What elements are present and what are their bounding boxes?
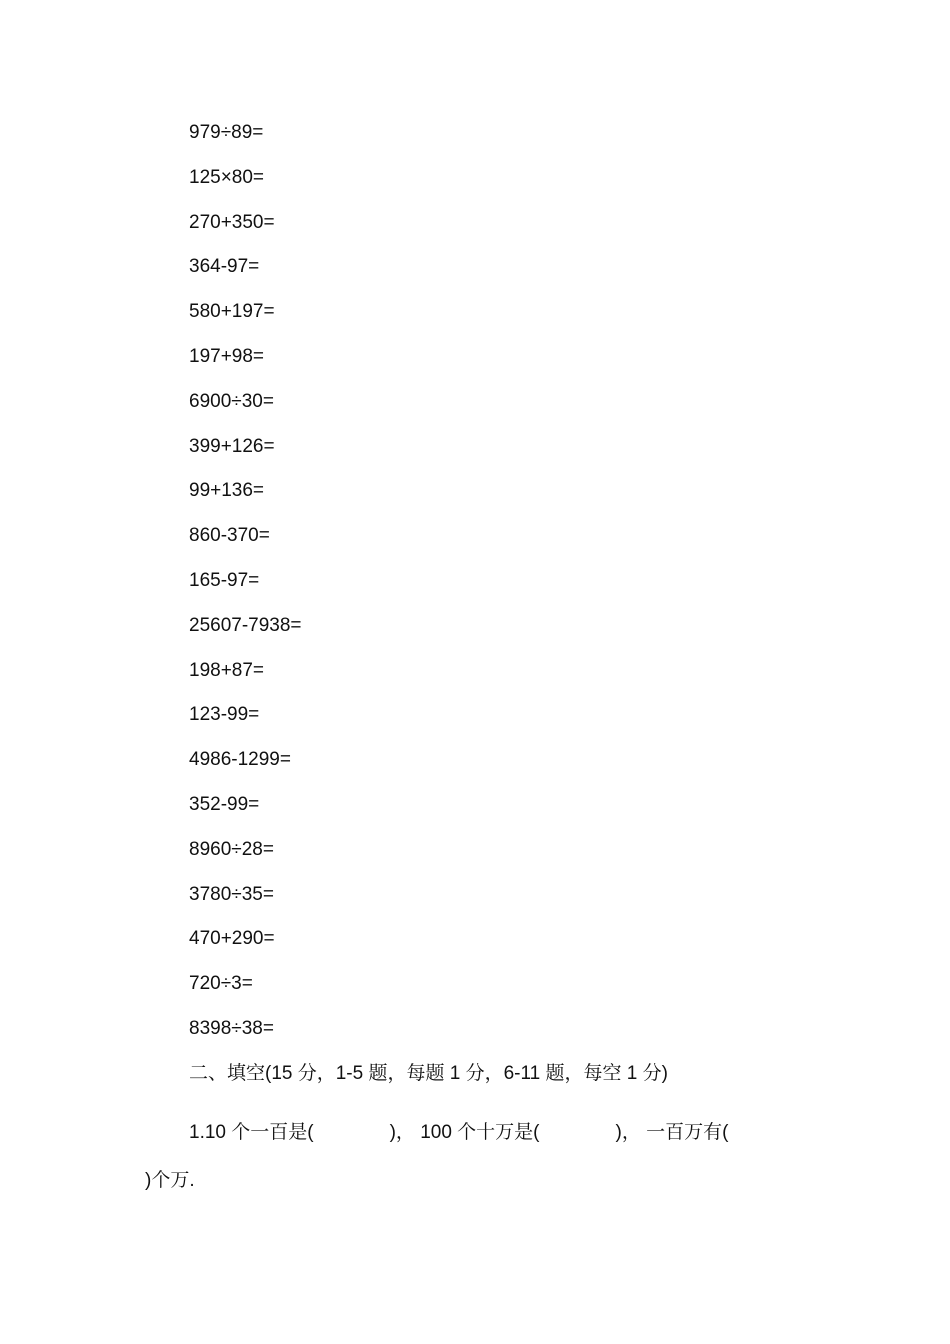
question-text-part: )个万. [145, 1170, 195, 1191]
fill-in-question-1 [145, 1109, 815, 1205]
arithmetic-problem-list [189, 120, 302, 1061]
problem-item: 364-97= [189, 256, 260, 278]
problem-item: 125×80= [189, 166, 265, 188]
problem-item: 270+350= [189, 211, 275, 233]
problem-item: 123-99= [189, 704, 260, 726]
problem-item: 352-99= [189, 793, 260, 815]
section-heading-fill-in: 二、填空(15 分，1-5 题，每题 1 分，6-11 题，每空 1 分) [189, 1063, 668, 1084]
problem-item: 6900÷30= [189, 390, 274, 412]
problem-item: 8398÷38= [189, 1017, 274, 1039]
question-text-part: )， 一百万有( [615, 1122, 729, 1143]
problem-item: 25607-7938= [189, 614, 302, 636]
problem-item: 3780÷35= [189, 883, 274, 905]
question-text-part: 1.10 个一百是( [189, 1122, 314, 1143]
problem-item: 860-370= [189, 525, 270, 547]
question-text-part: )， 100 个十万是( [389, 1122, 540, 1143]
problem-item: 580+197= [189, 301, 275, 323]
problem-item: 165-97= [189, 569, 260, 591]
problem-item: 4986-1299= [189, 749, 291, 771]
problem-item: 198+87= [189, 659, 265, 681]
problem-item: 399+126= [189, 435, 275, 457]
problem-item: 979÷89= [189, 122, 264, 143]
problem-item: 8960÷28= [189, 838, 274, 860]
problem-item: 470+290= [189, 928, 275, 950]
problem-item: 720÷3= [189, 973, 253, 995]
problem-item: 99+136= [189, 480, 265, 502]
problem-item: 197+98= [189, 345, 265, 367]
